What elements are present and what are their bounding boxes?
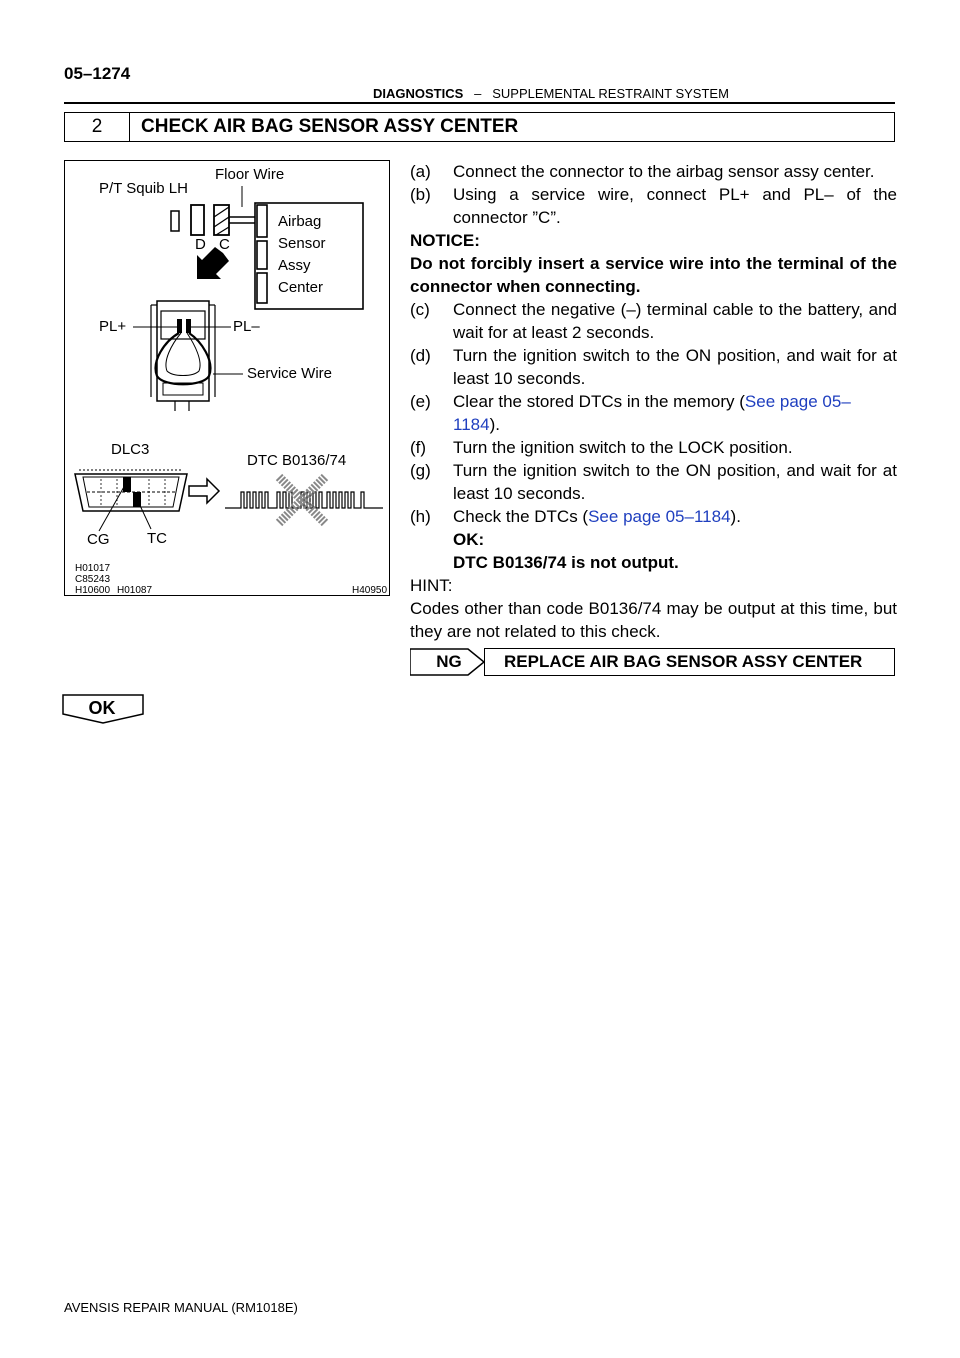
item-label: (c) [410,300,430,319]
section-header [373,86,729,101]
instruction-text [410,160,897,643]
item-label: (f) [410,438,427,457]
item-text: Turn the ignition switch to the LOCK position. [453,438,793,457]
label-c: C [219,236,230,253]
label-pl-plus: PL+ [99,318,127,335]
see-page-link[interactable]: See page 05–1184 [453,392,851,434]
item-text: Turn the ignition switch to the ON position, and wait for at least 10 seconds. [453,461,897,503]
diagram-figure [64,160,390,596]
section-title: DIAGNOSTICS [373,86,464,101]
item-text: Connect the negative (–) terminal cable to the battery, and wait for at least 2 seconds. [453,300,897,342]
hint-title: HINT: [410,576,453,595]
label-service-wire: Service Wire [247,365,333,382]
item-label: (b) [410,185,431,204]
subsection-title: SUPPLEMENTAL RESTRAINT SYSTEM [492,86,729,101]
instruction-g [410,459,897,505]
figure-code: H01087 [117,585,153,596]
label-sensor: Sensor [278,235,326,252]
item-text: Turn the ignition switch to the ON position, and wait for at least 10 seconds. [453,346,897,388]
footer-manual: AVENSIS REPAIR MANUAL (RM1018E) [64,1300,298,1315]
ok-label: OK [88,698,116,718]
instruction-h [410,505,897,528]
label-dtc: DTC B0136/74 [247,452,347,469]
item-text: Using a service wire, connect PL+ and PL– of the connector ”C”. [453,185,897,227]
item-label: (h) [410,507,431,526]
notice-title: NOTICE: [410,231,480,250]
item-label: (g) [410,461,431,480]
item-label: (d) [410,346,431,365]
label-d: D [195,236,206,253]
step-number: 2 [65,113,130,141]
label-airbag: Airbag [278,213,322,230]
item-text: ). [489,415,500,434]
instruction-b [410,183,897,229]
figure-code: C85243 [75,574,111,585]
step-box [64,112,895,142]
item-label: (e) [410,392,431,411]
figure-code: H01017 [75,563,111,574]
ok-condition-title: OK: [453,530,485,549]
item-text: Clear the stored DTCs in the memory ( [453,392,745,411]
label-assy: Assy [278,257,311,274]
ng-result [410,648,895,676]
instruction-c [410,298,897,344]
instruction-f [410,436,897,459]
ok-condition-text: DTC B0136/74 is not output. [453,553,679,572]
label-dlc3: DLC3 [111,441,150,458]
label-center: Center [278,279,324,296]
label-pt-squib: P/T Squib LH [99,180,188,197]
label-floor-wire: Floor Wire [215,166,285,183]
page-number: 05–1274 [64,64,131,83]
notice-text: Do not forcibly insert a service wire into the terminal of the connector when connecting. [410,254,897,296]
step-title: CHECK AIR BAG SENSOR ASSY CENTER [141,116,519,137]
label-pl-minus: PL– [233,318,260,335]
section-separator: – [474,86,482,101]
item-text: ). [730,507,741,526]
instruction-e [410,390,897,436]
item-label: (a) [410,162,431,181]
hint-text: Codes other than code B0136/74 may be output at this time, but they are not related to this check. [410,599,897,641]
label-cg: CG [87,531,110,548]
ng-label: NG [436,652,462,671]
item-text: Check the DTCs ( [453,507,589,526]
figure-code: H10600 [75,585,111,596]
see-page-link[interactable]: See page 05–1184 [588,507,731,526]
instruction-d [410,344,897,390]
instruction-a [410,160,897,183]
header-rule [64,102,895,104]
diagram-illustration [65,161,391,597]
label-tc: TC [147,530,167,547]
figure-code-main: H40950 [352,585,388,596]
ng-action: REPLACE AIR BAG SENSOR ASSY CENTER [484,648,895,676]
item-text: Connect the connector to the airbag sensor assy center. [453,162,875,181]
